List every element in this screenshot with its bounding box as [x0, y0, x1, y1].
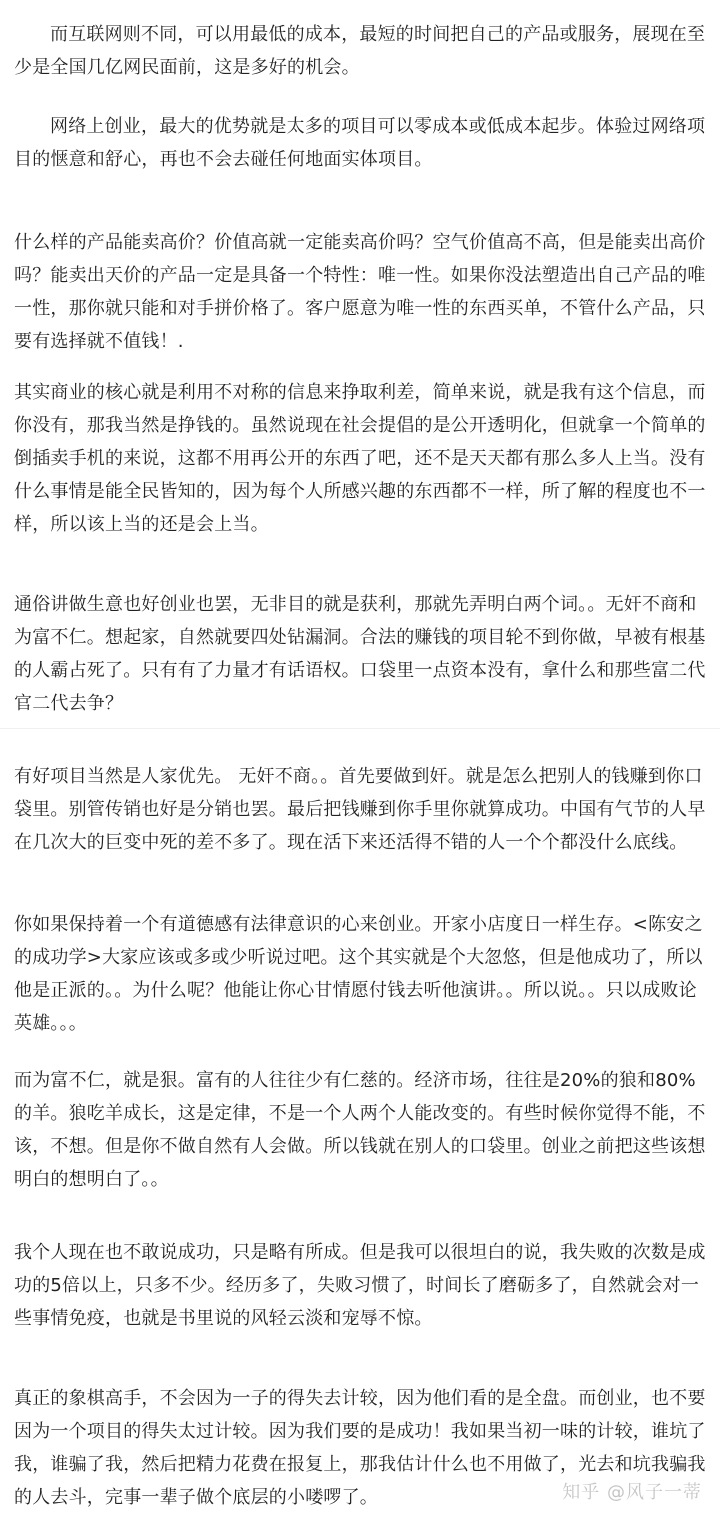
paragraph-7: 你如果保持着一个有道德感有法律意识的心来创业。开家小店度日一样生存。<陈安之的成功学>大家应该或多或少听说过吧。这个其实就是个大忽悠，但是他成功了，所以他是正派的。。为什么呢？他能让你心甘情愿付钱去听他演讲。。所以说。。只以成败论英雄。。。	[14, 914, 703, 1034]
paragraph-4: 其实商业的核心就是利用不对称的信息来挣取利差，简单来说，就是我有这个信息，而你没有，那我当然是挣钱的。虽然说现在社会提倡的是公开透明化，但就拿一个简单的倒插卖手机的来说，这都不用再公开的东西了吧，还不是天天都有那么多人上当。没有什么事情是能全民皆知的，因为每个人所感兴趣的东西都不一样，所了解的程度也不一样，所以该上当的还是会上当。	[14, 382, 706, 535]
paragraph-3: 什么样的产品能卖高价？价值高就一定能卖高价吗？空气价值高不高，但是能卖出高价吗？能卖出天价的产品一定是具备一个特性：唯一性。如果你没法塑造出自己产品的唯一性，那你就只能和对手拼价格了。客户愿意为唯一性的东西买单，不管什么产品，只要有选择就不值钱！.	[14, 232, 706, 352]
paragraph-9: 我个人现在也不敢说成功，只是略有所成。但是我可以很坦白的说，我失败的次数是成功的5倍以上，只多不少。经历多了，失败习惯了，时间长了磨砺多了，自然就会对一些事情免疫，也就是书里说的风轻云淡和宠辱不惊。	[14, 1242, 706, 1329]
paragraph-10: 真正的象棋高手，不会因为一子的得失去计较，因为他们看的是全盘。而创业，也不要因为一个项目的得失太过计较。因为我们要的是成功！我如果当初一味的计较，谁坑了我，谁骗了我，然后把精力花费在报复上，那我估计什么也不用做了，光去和坑我骗我的人去斗，完事一辈子做个底层的小喽啰了。	[14, 1388, 706, 1508]
paragraph-5: 通俗讲做生意也好创业也罢，无非目的就是获利，那就先弄明白两个词。。无奸不商和为富不仁。想起家，自然就要四处钻漏洞。合法的赚钱的项目轮不到你做，早被有根基的人霸占死了。只有有了力量才有话语权。口袋里一点资本没有，拿什么和那些富二代官二代去争？	[14, 594, 706, 714]
paragraph-6: 有好项目当然是人家优先。 无奸不商。。首先要做到奸。就是怎么把别人的钱赚到你口袋里。别管传销也好是分销也罢。最后把钱赚到你手里你就算成功。中国有气节的人早在几次大的巨变中死的差不多了。现在活下来还活得不错的人一个个都没什么底线。	[14, 766, 706, 853]
paragraph-8: 而为富不仁，就是狠。富有的人往往少有仁慈的。经济市场，往往是20%的狼和80%的羊。狼吃羊成长，这是定律，不是一个人两个人能改变的。有些时候你觉得不能，不该，不想。但是你不做自然有人会做。所以钱就在别人的口袋里。创业之前把这些该想明白的想明白了。。	[14, 1070, 706, 1190]
paragraph-1: 而互联网则不同，可以用最低的成本，最短的时间把自己的产品或服务，展现在至少是全国几亿网民面前，这是多好的机会。	[14, 24, 706, 78]
image-seam	[0, 728, 720, 729]
paragraph-2: 网络上创业，最大的优势就是太多的项目可以零成本或低成本起步。体验过网络项目的惬意和舒心，再也不会去碰任何地面实体项目。	[14, 116, 706, 170]
zhihu-watermark: 知乎 @风子一蒂	[562, 1482, 702, 1503]
